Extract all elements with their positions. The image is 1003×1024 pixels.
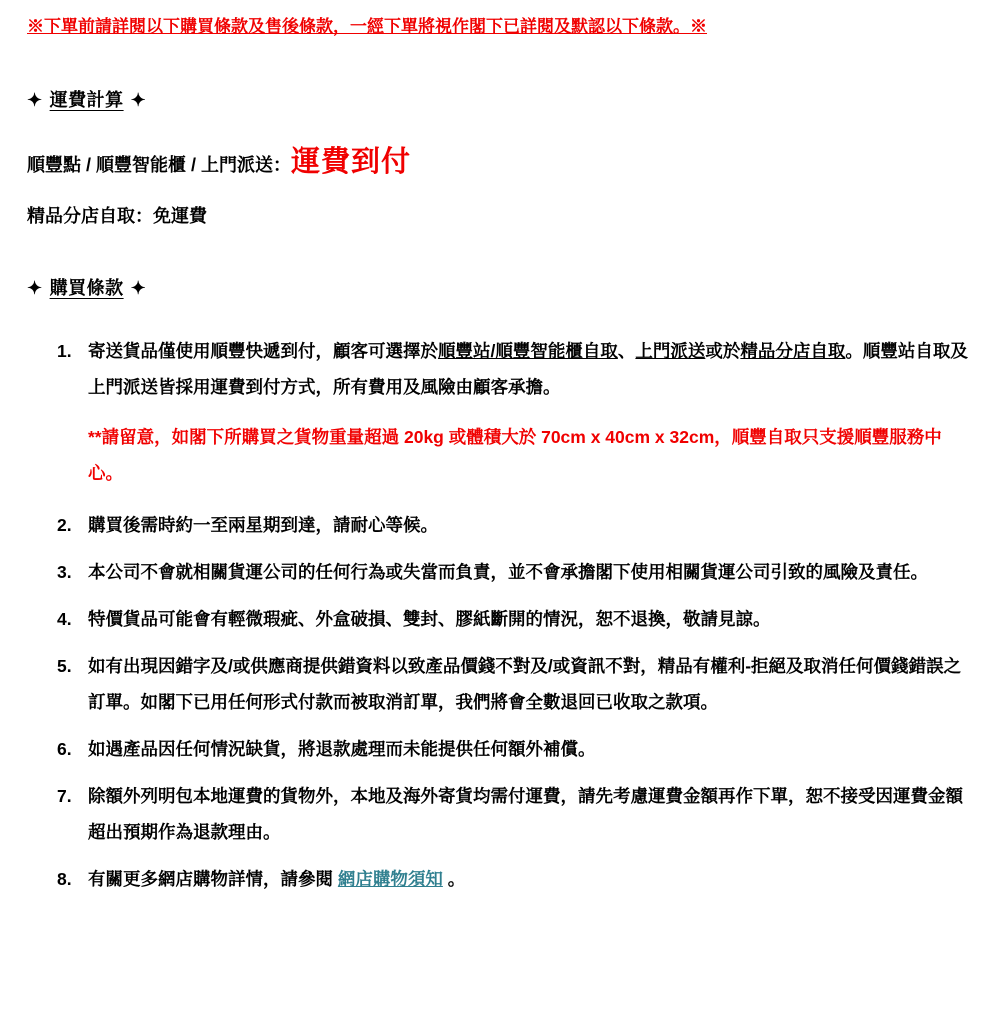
item-number: 8. bbox=[57, 869, 72, 890]
term-5-text: 如有出現因錯字及/或供應商提供錯資料以致產品價錢不對及/或資訊不對，精品有權利-拒絕及取消任何價錢錯誤之訂單。如閣下已用任何形式付款而被取消訂單，我們將會全數退回已收取之款項。 bbox=[88, 655, 962, 713]
text-segment: 有關更多網店購物詳情，請參閱 bbox=[88, 869, 338, 890]
item-number: 7. bbox=[57, 786, 72, 807]
terms-section-title bbox=[27, 274, 973, 300]
item-number: 4. bbox=[57, 608, 72, 629]
term-4-text: 特價貨品可能會有輕微瑕疵、外盒破損、雙封、膠紙斷開的情況，恕不退換，敬請見諒。 bbox=[88, 608, 771, 629]
term-item-3 bbox=[57, 554, 973, 590]
term-item-7 bbox=[57, 778, 973, 850]
star-icon: ✦ bbox=[130, 277, 147, 298]
underlined-segment: 順豐站/順豐智能櫃自取 bbox=[438, 340, 618, 361]
term-item-1 bbox=[57, 333, 973, 496]
term-item-2 bbox=[57, 507, 973, 543]
term-item-8 bbox=[57, 861, 973, 897]
item-number: 6. bbox=[57, 739, 72, 760]
text-segment: 或於 bbox=[705, 340, 741, 361]
text-segment: 、 bbox=[617, 340, 636, 361]
terms-title-text: 購買條款 bbox=[49, 277, 124, 298]
text-segment: 寄送貨品僅使用順豐快遞到付，顧客可選擇於 bbox=[88, 340, 438, 361]
shipping-section-title bbox=[27, 86, 973, 112]
star-icon: ✦ bbox=[27, 277, 43, 298]
shipping-title-text: 運費計算 bbox=[49, 89, 124, 110]
term-8-content bbox=[88, 861, 973, 897]
shipping-methods-label: 順豐點 / 順豐智能櫃 / 上門派送： bbox=[27, 154, 292, 175]
underlined-segment: 上門派送 bbox=[635, 340, 706, 361]
term-item-content bbox=[88, 333, 973, 496]
item-number: 2. bbox=[57, 514, 72, 535]
term-6-text: 如遇產品因任何情況缺貨，將退款處理而未能提供任何額外補償。 bbox=[88, 739, 596, 760]
store-pickup-line: 精品分店自取：免運費 bbox=[27, 205, 207, 226]
text-segment: 。 bbox=[442, 869, 466, 890]
term-2-text: 購買後需時約一至兩星期到達，請耐心等候。 bbox=[88, 514, 438, 535]
term-1-text bbox=[88, 333, 969, 405]
term-item-5 bbox=[57, 648, 973, 720]
top-warning: ※下單前請詳閱以下購買條款及售後條款，一經下單將視作閣下已詳閱及默認以下條款。※ bbox=[27, 17, 707, 36]
shipping-cod-line bbox=[27, 139, 973, 180]
cod-highlight: 運費到付 bbox=[291, 145, 412, 178]
term-3-text: 本公司不會就相關貨運公司的任何行為或失當而負責，並不會承擔閣下使用相關貨運公司引致的風險及責任。 bbox=[88, 561, 928, 582]
underlined-segment: 精品分店自取 bbox=[740, 340, 846, 361]
item-number: 1. bbox=[57, 340, 72, 361]
star-icon: ✦ bbox=[27, 89, 43, 110]
item-number: 3. bbox=[57, 561, 72, 582]
term-7-text: 除額外列明包本地運費的貨物外，本地及海外寄貨均需付運費，請先考慮運費金額再作下單，恕不接受因運費金額超出預期作為退款理由。 bbox=[88, 786, 963, 843]
term-item-6 bbox=[57, 731, 973, 767]
star-icon: ✦ bbox=[130, 89, 147, 110]
text-segment: 。順豐站自取及上門派送皆採用運費到付方式，所有費用及風險由顧客承擔。 bbox=[88, 340, 968, 397]
term-item-4 bbox=[57, 601, 973, 637]
item-number: 5. bbox=[57, 655, 72, 676]
terms-list bbox=[27, 333, 973, 898]
shop-guide-link[interactable]: 網店購物須知 bbox=[337, 869, 443, 890]
term-1-red-note: **請留意，如閣下所購買之貨物重量超過 20kg 或體積大於 70cm x 40cm x 32cm，順豐自取只支援順豐服務中心。 bbox=[88, 426, 942, 483]
